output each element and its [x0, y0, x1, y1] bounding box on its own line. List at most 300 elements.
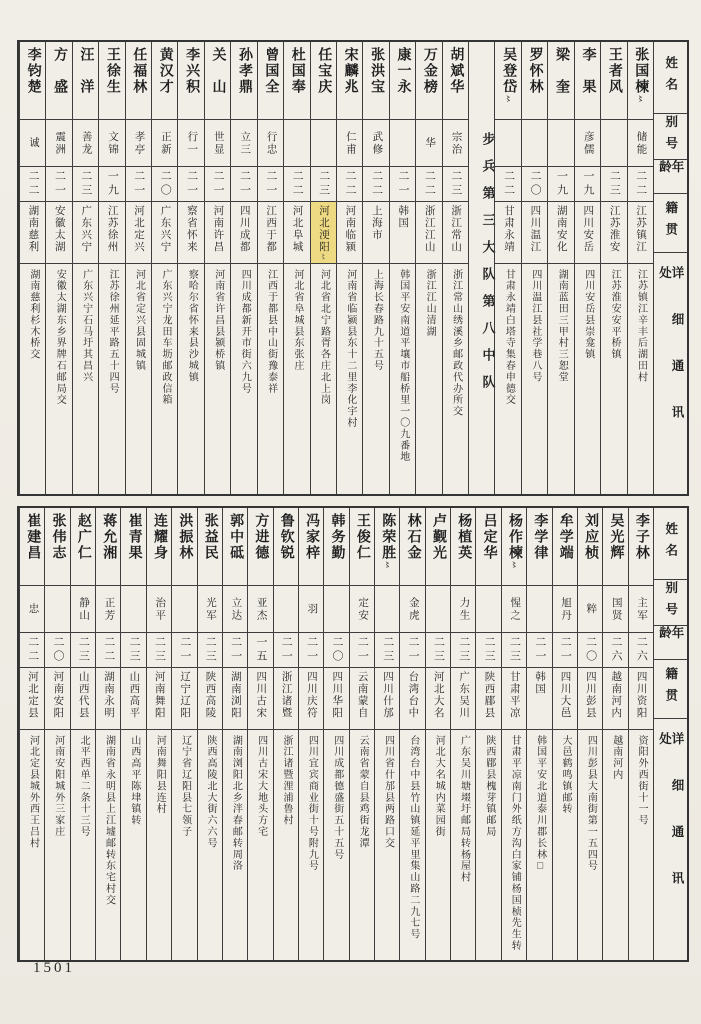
- person-name: 王俊仁: [354, 513, 370, 561]
- native-place-cell: [248, 668, 272, 730]
- person-alias: 治平: [154, 596, 166, 622]
- alias-cell: [284, 120, 309, 167]
- person-age: 二一: [533, 636, 546, 664]
- person-column: [45, 42, 71, 494]
- address-cell: [20, 730, 44, 960]
- age-cell: [311, 167, 336, 202]
- person-age: 二三: [128, 636, 141, 664]
- person-name: 赵广仁: [75, 513, 91, 561]
- person-column: [273, 508, 298, 960]
- age-cell: [443, 167, 468, 202]
- person-name: 张伟志: [50, 513, 66, 561]
- person-name: 王者风: [606, 47, 622, 95]
- name-cell: [147, 508, 171, 586]
- native-place-cell: [553, 668, 577, 730]
- native-place-cell: [258, 202, 283, 264]
- address-cell: [628, 264, 653, 494]
- age-cell: [46, 167, 71, 202]
- person-age: 二一: [238, 170, 251, 198]
- name-cell: [495, 42, 520, 120]
- person-column: [450, 508, 475, 960]
- native-place-cell: [121, 668, 145, 730]
- person-name: 王徐生: [104, 47, 120, 95]
- native-place-cell: [390, 202, 415, 264]
- person-age: 二一: [396, 170, 409, 198]
- address-cell: [527, 730, 551, 960]
- person-name: 方盛: [52, 47, 67, 111]
- person-name: 卢觐光: [430, 513, 446, 561]
- name-cell: [578, 508, 602, 586]
- age-cell: [99, 167, 124, 202]
- age-cell: [629, 633, 653, 668]
- header-name-label-cell: [654, 42, 687, 114]
- address-cell: [71, 730, 95, 960]
- native-place-cell: [527, 668, 551, 730]
- person-column: [98, 42, 124, 494]
- person-age: 二三: [449, 170, 462, 198]
- person-age: 二三: [432, 636, 445, 664]
- person-address: 江苏镇江辛丰后湖田村: [635, 269, 647, 383]
- person-address: 河北省北宁路胥各庄北上岗: [318, 269, 330, 406]
- native-place-cell: [231, 202, 256, 264]
- person-column: [171, 508, 196, 960]
- person-alias: 立达: [230, 596, 242, 622]
- native-place-cell: [311, 202, 336, 264]
- alias-cell: [231, 120, 256, 167]
- alias-cell: [46, 120, 71, 167]
- alias-cell: [601, 120, 626, 167]
- person-address: 陕西郿县槐芽镇邮局: [483, 735, 495, 838]
- header-native-label-cell: [654, 660, 687, 718]
- person-column: [323, 508, 348, 960]
- person-alias: 旭丹: [559, 596, 571, 622]
- name-cell: [172, 508, 196, 586]
- person-column: [349, 508, 374, 960]
- person-column: [70, 508, 95, 960]
- person-alias: 羽: [306, 602, 318, 616]
- address-cell: [231, 264, 256, 494]
- person-address: 浙江诸暨浬浦鲁村: [281, 735, 293, 827]
- address-cell: [99, 264, 124, 494]
- address-cell: [443, 264, 468, 494]
- person-native-place: 四川温江: [529, 205, 541, 253]
- alias-cell: [575, 120, 600, 167]
- age-cell: [578, 633, 602, 668]
- small-annotation-mark: 〻: [383, 561, 392, 568]
- person-native-place: 四川成都: [238, 205, 250, 253]
- person-age: 一九: [581, 170, 594, 198]
- alias-cell: [152, 120, 177, 167]
- person-native-place: 广东吴川: [458, 671, 470, 719]
- header-name-label-cell: [654, 508, 687, 580]
- native-place-cell: [337, 202, 362, 264]
- name-cell: [45, 508, 69, 586]
- native-place-cell: [223, 668, 247, 730]
- age-cell: [284, 167, 309, 202]
- person-name: 张国楝〻: [633, 47, 649, 102]
- person-address: 山西高平陈垏镇转: [128, 735, 140, 827]
- person-name: 张洪宝: [369, 47, 385, 95]
- person-address: 江西于都县中山街豫泰祥: [265, 269, 277, 395]
- header-alias-label: 别号: [663, 114, 678, 158]
- native-place-cell: [299, 668, 323, 730]
- native-place-cell: [20, 668, 44, 730]
- person-age: 二〇: [584, 636, 597, 664]
- person-address: 广东兴宁石马圩其昌兴: [80, 269, 92, 383]
- person-alias: 定安: [357, 596, 369, 622]
- age-cell: [147, 633, 171, 668]
- address-cell: [578, 730, 602, 960]
- person-native-place: 浙江常山: [450, 205, 462, 253]
- alias-cell: [248, 586, 272, 633]
- person-column: [362, 42, 388, 494]
- age-cell: [426, 633, 450, 668]
- header-native-label: 籍贯: [663, 201, 678, 245]
- person-age: 二三: [77, 636, 90, 664]
- person-name: 胡斌华: [448, 47, 464, 95]
- person-address: 湖南蓝田三甲村三恕堂: [556, 269, 568, 383]
- person-alias: 华: [424, 136, 436, 150]
- person-address: 察哈尔省怀来县沙城镇: [186, 269, 198, 383]
- native-place-cell: [178, 202, 203, 264]
- person-address: 广东兴宁龙田车坜邮政信箱: [159, 269, 171, 406]
- person-native-place: 湖南永明: [103, 671, 115, 719]
- person-column: [552, 508, 577, 960]
- age-cell: [121, 633, 145, 668]
- person-alias: 亚杰: [255, 596, 267, 622]
- native-place-cell: [601, 202, 626, 264]
- age-cell: [575, 167, 600, 202]
- native-place-cell: [426, 668, 450, 730]
- address-cell: [495, 264, 520, 494]
- person-name: 杨植英: [456, 513, 472, 561]
- address-cell: [476, 730, 500, 960]
- person-native-place: 四川庆符: [305, 671, 317, 719]
- age-cell: [628, 167, 653, 202]
- age-cell: [20, 633, 44, 668]
- person-native-place: 安徽太湖: [53, 205, 65, 253]
- person-native-place: 云南蒙自: [356, 671, 368, 719]
- alias-cell: [274, 586, 298, 633]
- person-name: 李学律: [532, 513, 548, 561]
- name-cell: [451, 508, 475, 586]
- person-age: 二三: [153, 636, 166, 664]
- age-cell: [258, 167, 283, 202]
- age-cell: [601, 167, 626, 202]
- address-cell: [416, 264, 441, 494]
- native-place-cell: [575, 202, 600, 264]
- header-native-label: 籍贯: [663, 667, 678, 711]
- age-cell: [603, 633, 627, 668]
- address-cell: [553, 730, 577, 960]
- age-cell: [451, 633, 475, 668]
- person-address: 安徽太湖东乡界牌石邮局交: [54, 269, 66, 406]
- header-alias-label: 别号: [663, 580, 678, 624]
- age-cell: [152, 167, 177, 202]
- age-cell: [274, 633, 298, 668]
- person-name: 冯家梓: [304, 513, 320, 561]
- age-cell: [350, 633, 374, 668]
- address-cell: [20, 264, 45, 494]
- name-cell: [121, 508, 145, 586]
- name-cell: [350, 508, 374, 586]
- person-native-place: 四川什邡: [382, 671, 393, 719]
- header-alias-label-cell: [654, 114, 687, 160]
- small-annotation-mark: 〻: [319, 253, 327, 260]
- alias-cell: [223, 586, 247, 633]
- person-column: [95, 508, 120, 960]
- person-column: [399, 508, 424, 960]
- native-place-cell: [284, 202, 309, 264]
- person-alias: 金虎: [407, 596, 419, 622]
- address-cell: [198, 730, 222, 960]
- person-alias: 行忠: [265, 130, 277, 156]
- small-annotation-mark: 〻: [504, 95, 513, 102]
- name-cell: [363, 42, 388, 120]
- address-cell: [400, 730, 424, 960]
- person-age: 二三: [508, 636, 521, 664]
- address-cell: [375, 730, 399, 960]
- person-alias: 储能: [635, 130, 647, 156]
- person-column: [257, 42, 283, 494]
- address-cell: [629, 730, 653, 960]
- alias-cell: [311, 120, 336, 167]
- native-place-cell: [324, 668, 348, 730]
- person-name: 梁奎: [554, 47, 570, 111]
- header-column: [653, 42, 687, 494]
- person-column: [230, 42, 256, 494]
- address-cell: [603, 730, 627, 960]
- name-cell: [522, 42, 547, 120]
- person-age: 二六: [635, 636, 648, 664]
- person-age: 一五: [254, 636, 267, 664]
- person-name: 康一永: [395, 47, 411, 95]
- person-name: 汪洋: [78, 47, 94, 111]
- alias-cell: [172, 586, 196, 633]
- person-age: 二〇: [529, 170, 542, 198]
- person-age: 二二: [370, 170, 383, 198]
- name-cell: [375, 508, 399, 586]
- person-name: 任宝庆: [316, 47, 332, 95]
- alias-cell: [426, 586, 450, 633]
- age-cell: [172, 633, 196, 668]
- person-column: [72, 42, 98, 494]
- person-native-place: 山西代县: [77, 671, 89, 719]
- native-place-cell: [502, 668, 526, 730]
- person-address: 云南省蒙自县鸡街龙潭: [357, 735, 369, 849]
- header-age-label: 年龄: [657, 160, 684, 182]
- person-name: 孙孝鼎: [236, 47, 252, 95]
- native-place-cell: [126, 202, 151, 264]
- person-column: [627, 42, 653, 494]
- alias-cell: [205, 120, 230, 167]
- alias-cell: [629, 586, 653, 633]
- person-address: 辽宁省辽阳县七领子: [179, 735, 191, 838]
- person-name: 黄汉才: [157, 47, 173, 95]
- person-name: 方进德: [253, 513, 269, 561]
- person-name: 崔建昌: [25, 513, 41, 561]
- person-column: [336, 42, 362, 494]
- person-name: 张益民: [202, 513, 218, 561]
- person-age: 二一: [264, 170, 277, 198]
- person-alias: 诚: [27, 136, 39, 150]
- age-cell: [522, 167, 547, 202]
- alias-cell: [443, 120, 468, 167]
- alias-cell: [121, 586, 145, 633]
- name-cell: [231, 42, 256, 120]
- alias-cell: [375, 586, 399, 633]
- person-column: [574, 42, 600, 494]
- address-cell: [258, 264, 283, 494]
- person-address: 甘肃平凉南门外纸方沟白家铺杨国桢先生转: [509, 735, 521, 952]
- person-column: [425, 508, 450, 960]
- alias-cell: [390, 120, 415, 167]
- person-alias: 正新: [159, 130, 171, 156]
- unit-section-column: [468, 42, 494, 494]
- person-age: 一九: [106, 170, 119, 198]
- person-name: 牟学端: [557, 513, 573, 561]
- person-native-place: 广东兴宁: [159, 205, 171, 253]
- name-cell: [443, 42, 468, 120]
- person-native-place: 上海市: [370, 205, 382, 241]
- name-cell: [258, 42, 283, 120]
- person-address: 越南河内: [610, 735, 622, 781]
- address-cell: [45, 730, 69, 960]
- address-cell: [350, 730, 374, 960]
- person-address: 四川成都新开市街六九号: [239, 269, 251, 395]
- name-cell: [629, 508, 653, 586]
- person-address: 湖南慈利杉木桥交: [27, 269, 39, 361]
- alias-cell: [45, 586, 69, 633]
- person-age: 二〇: [52, 636, 65, 664]
- person-age: 二一: [185, 170, 198, 198]
- person-native-place: 湖南慈利: [27, 205, 39, 253]
- person-name: 郭中砥: [228, 513, 244, 561]
- person-address: 河北大名城内菜园街: [433, 735, 445, 838]
- person-native-place: 四川彭县: [584, 671, 596, 719]
- person-native-place: 河南安阳: [52, 671, 64, 719]
- person-column: [415, 42, 441, 494]
- native-place-cell: [400, 668, 424, 730]
- person-alias: 国贤: [610, 596, 622, 622]
- person-age: 二二: [291, 170, 304, 198]
- age-cell: [375, 633, 399, 668]
- person-native-place: 韩国: [397, 205, 409, 229]
- name-cell: [337, 42, 362, 120]
- alias-cell: [527, 586, 551, 633]
- native-place-cell: [548, 202, 573, 264]
- person-native-place: 江苏淮安: [608, 205, 620, 253]
- person-column: [44, 508, 69, 960]
- native-place-cell: [96, 668, 120, 730]
- person-column: [628, 508, 653, 960]
- address-cell: [575, 264, 600, 494]
- native-place-cell: [603, 668, 627, 730]
- person-alias: 光军: [204, 596, 216, 622]
- alias-cell: [99, 120, 124, 167]
- address-cell: [311, 264, 336, 494]
- person-address: 四川安岳县崇龛镇: [582, 269, 594, 361]
- native-place-cell: [363, 202, 388, 264]
- person-alias: 静山: [78, 596, 90, 622]
- person-age: 二二: [26, 636, 39, 664]
- alias-cell: [400, 586, 424, 633]
- age-cell: [527, 633, 551, 668]
- person-column: [494, 42, 520, 494]
- person-alias: 行一: [186, 130, 198, 156]
- person-column: [204, 42, 230, 494]
- alias-cell: [350, 586, 374, 633]
- person-address: 四川成都德盛街五十五号: [331, 735, 343, 861]
- person-age: 二〇: [159, 170, 172, 198]
- person-native-place: 河北浭阳〻: [318, 205, 329, 260]
- person-address: 河北省定兴县固城镇: [133, 269, 145, 372]
- native-place-cell: [46, 202, 71, 264]
- person-age: 二二: [27, 170, 40, 198]
- native-place-cell: [45, 668, 69, 730]
- person-name: 林石金: [405, 513, 421, 561]
- person-native-place: 湖南浏阳: [229, 671, 241, 719]
- address-cell: [152, 264, 177, 494]
- alias-cell: [363, 120, 388, 167]
- person-alias: 正芳: [103, 596, 115, 622]
- person-name: 关山: [210, 47, 226, 111]
- person-address: 浙江江山清湖: [424, 269, 436, 338]
- person-name: 陈荣胜〻: [380, 513, 396, 568]
- person-column: [146, 508, 171, 960]
- age-cell: [495, 167, 520, 202]
- alias-cell: [126, 120, 151, 167]
- header-address-label: 详细通讯处: [657, 731, 684, 918]
- person-native-place: 四川古宋: [255, 671, 267, 719]
- address-cell: [178, 264, 203, 494]
- native-place-cell: [350, 668, 374, 730]
- person-age: 二三: [483, 636, 496, 664]
- person-name: 崔青果: [126, 513, 142, 561]
- name-cell: [20, 42, 45, 120]
- alias-cell: [628, 120, 653, 167]
- person-alias: 孝亭: [133, 130, 145, 156]
- person-name: 万金榜: [421, 47, 437, 95]
- person-address: 河北定县城外西王吕村: [27, 735, 39, 849]
- age-cell: [416, 167, 441, 202]
- address-cell: [46, 264, 71, 494]
- address-cell: [390, 264, 415, 494]
- name-cell: [248, 508, 272, 586]
- person-native-place: 辽宁辽阳: [179, 671, 191, 719]
- alias-cell: [299, 586, 323, 633]
- age-cell: [476, 633, 500, 668]
- person-native-place: 河南舞阳: [153, 671, 165, 719]
- name-cell: [71, 508, 95, 586]
- person-column: [389, 42, 415, 494]
- person-alias: 粹: [585, 602, 597, 616]
- address-cell: [337, 264, 362, 494]
- person-name: 洪振林: [177, 513, 193, 561]
- alias-cell: [522, 120, 547, 167]
- person-alias: 武修: [371, 130, 383, 156]
- person-age: 一九: [555, 170, 568, 198]
- person-native-place: 山西高平: [128, 671, 140, 719]
- person-age: 二三: [79, 170, 92, 198]
- person-native-place: 察省怀来: [185, 205, 197, 253]
- age-cell: [20, 167, 45, 202]
- native-place-cell: [71, 668, 95, 730]
- person-age: 二三: [608, 170, 621, 198]
- age-cell: [390, 167, 415, 202]
- age-cell: [337, 167, 362, 202]
- native-place-cell: [147, 668, 171, 730]
